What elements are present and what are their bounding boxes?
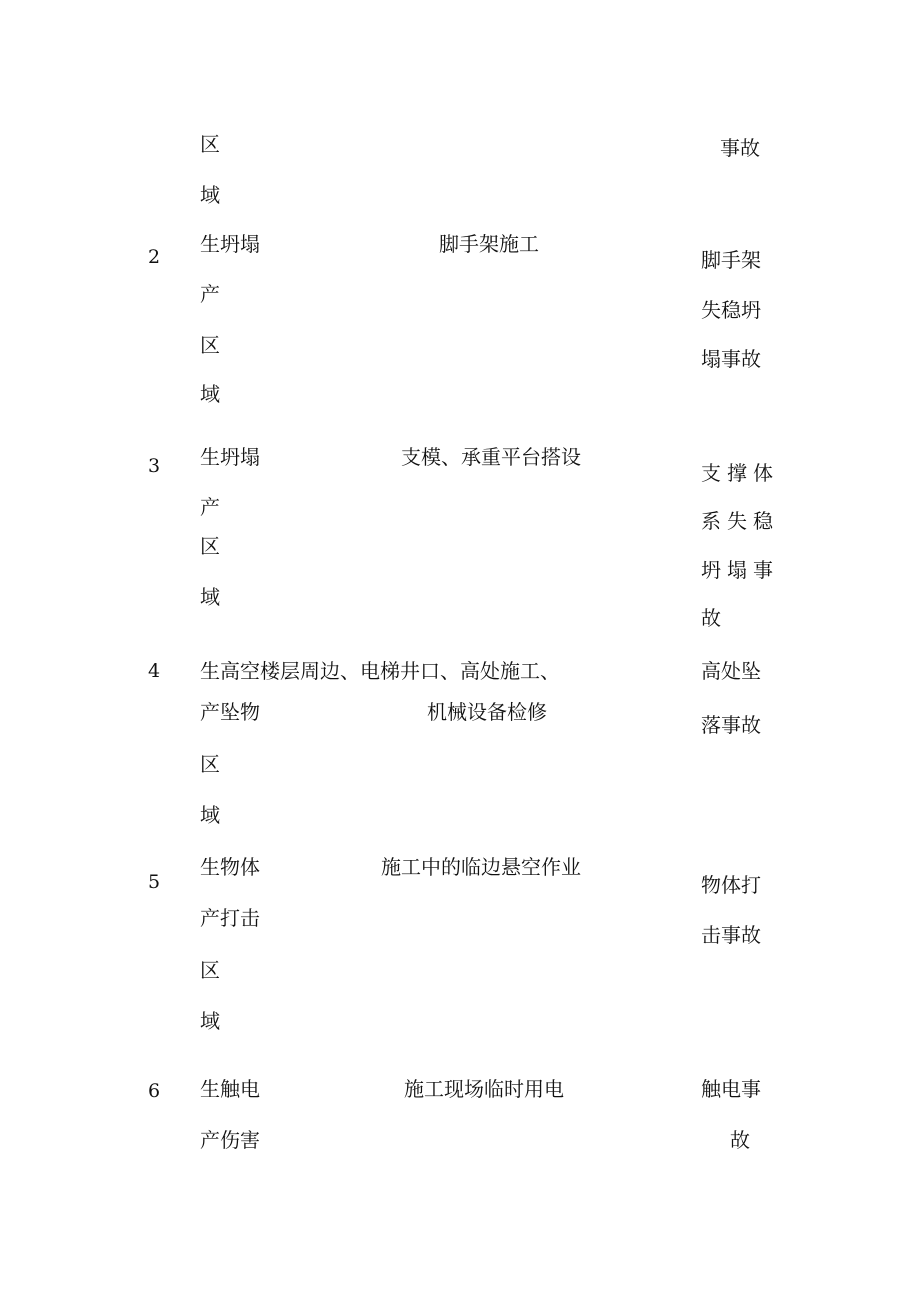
area-text: 区 [200,534,220,558]
area-text: 域 [200,585,220,609]
activity-text: 支模、承重平台搭设 [401,445,581,469]
area-text: 产打击 [200,906,260,930]
area-text: 区 [200,958,220,982]
accident-text: 塌事故 [701,347,761,371]
area-text: 生物体 [200,855,260,879]
area-text: 产坠物 [200,700,260,724]
area-text: 域 [200,382,220,406]
area-text: 域 [200,803,220,827]
accident-text: 失稳坍 [701,298,761,322]
accident-text: 故 [730,1128,750,1152]
accident-text: 触电事 [701,1077,761,1101]
accident-text: 物体打 [701,873,761,897]
activity-text: 机械设备检修 [427,700,547,724]
accident-text: 击事故 [701,923,761,947]
activity-text: 施工中的临边悬空作业 [381,855,581,879]
area-text: 生触电 [200,1077,260,1101]
area-text: 生坍塌 [200,445,260,469]
accident-text: 坍塌事 [701,558,779,582]
area-text: 区 [200,333,220,357]
row-number: 3 [148,455,161,477]
area-text: 区 [200,132,220,156]
accident-text: 脚手架 [701,248,761,272]
activity-text: 施工现场临时用电 [404,1077,564,1101]
accident-text: 事故 [720,136,760,160]
accident-text: 落事故 [701,713,761,737]
accident-text: 支撑体 [701,461,779,485]
row-number: 2 [148,246,161,268]
area-text: 域 [200,1009,220,1033]
area-text: 生高空楼层周边、电梯井口、高处施工、 [200,659,560,683]
accident-text: 故 [701,606,721,630]
area-text: 产 [200,495,220,519]
accident-text: 系失稳 [701,509,779,533]
row-number: 5 [148,871,161,893]
row-number: 6 [148,1080,161,1102]
row-number: 4 [148,660,161,682]
area-text: 域 [200,183,220,207]
area-text: 产伤害 [200,1128,260,1152]
accident-text: 高处坠 [701,659,761,683]
area-text: 产 [200,282,220,306]
area-text: 区 [200,752,220,776]
area-text: 生坍塌 [200,232,260,256]
activity-text: 脚手架施工 [439,232,539,256]
